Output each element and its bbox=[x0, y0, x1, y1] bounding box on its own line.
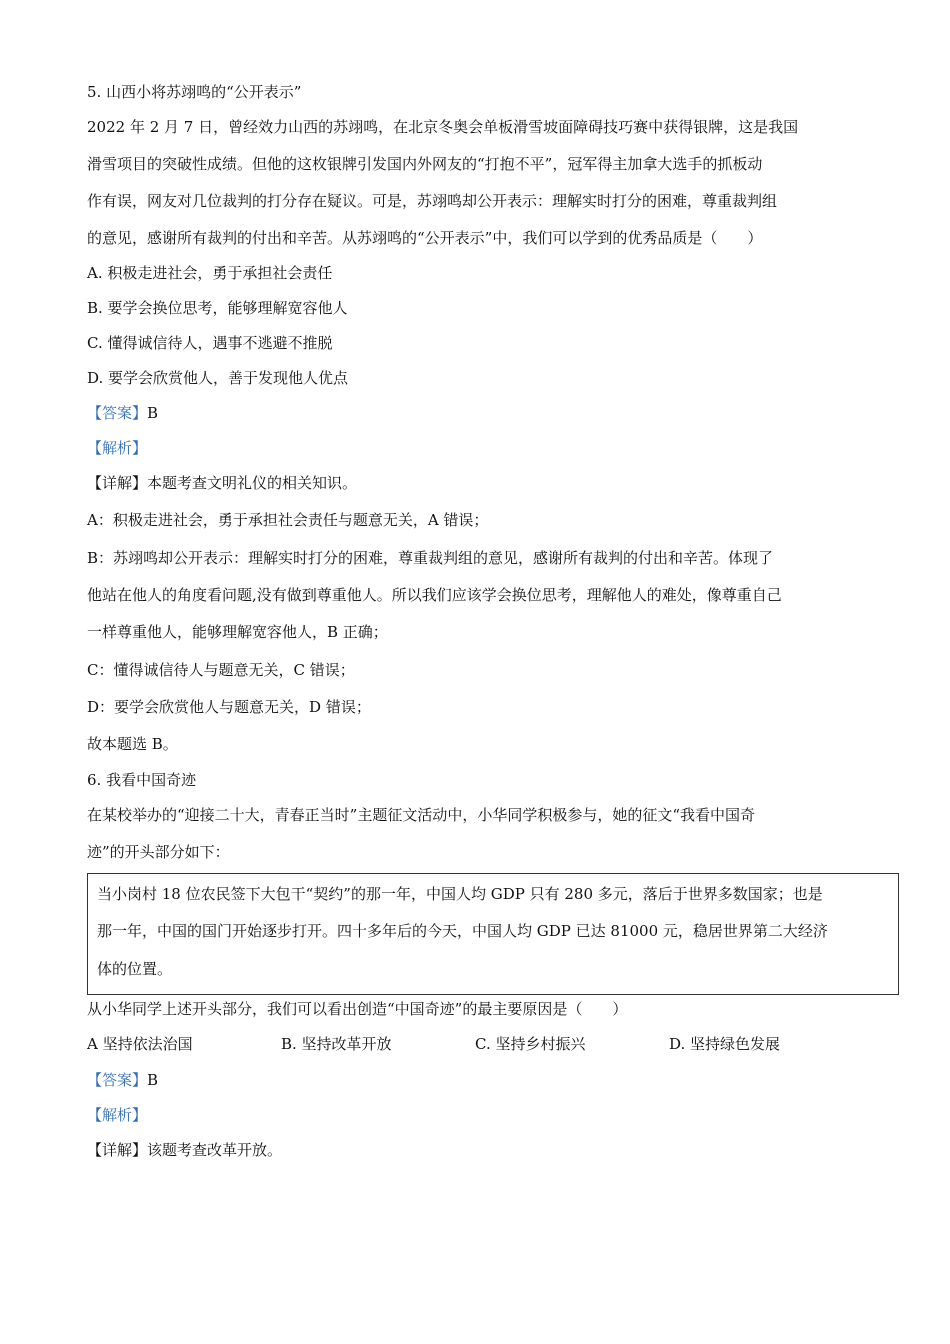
detail-tag: 【详解】 bbox=[87, 474, 148, 492]
answer-value: B bbox=[147, 1071, 159, 1089]
q5-detail bbox=[87, 473, 357, 493]
q5-stem-line: 2022 年 2 月 7 日，曾经效力山西的苏翊鸣，在北京冬奥会单板滑雪坡面障碍技巧赛中获得银牌，这是我国 bbox=[87, 118, 799, 136]
q6-option-a: A 坚持依法治国 bbox=[87, 1035, 193, 1053]
excerpt-line: 体的位置。 bbox=[97, 960, 173, 978]
q5-option-a: A. 积极走进社会，勇于承担社会责任 bbox=[87, 264, 333, 282]
analysis-tag: 【解析】 bbox=[87, 1106, 148, 1124]
answer-value: B bbox=[147, 404, 159, 422]
q6-stem-line: 迹”的开头部分如下： bbox=[87, 843, 230, 861]
q5-answer bbox=[87, 403, 158, 423]
q6-detail bbox=[87, 1140, 282, 1160]
q5-explain-line: B：苏翊鸣却公开表示：理解实时打分的困难，尊重裁判组的意见，感谢所有裁判的付出和辛苦。体现了 bbox=[87, 549, 774, 567]
q5-stem-line: 的意见，感谢所有裁判的付出和辛苦。从苏翊鸣的“公开表示”中，我们可以学到的优秀品质是（ ） bbox=[87, 229, 763, 247]
q5-option-c: C. 懂得诚信待人，遇事不逃避不推脱 bbox=[87, 334, 333, 352]
answer-tag: 【答案】 bbox=[87, 1071, 148, 1089]
excerpt-line: 当小岗村 18 位农民签下大包干“契约”的那一年，中国人均 GDP 只有 280 多元，落后于世界多数国家；也是 bbox=[97, 885, 823, 903]
excerpt-line: 那一年，中国的国门开始逐步打开。四十多年后的今天，中国人均 GDP 已达 81000 元，稳居世界第二大经济 bbox=[97, 922, 828, 940]
q5-option-d: D. 要学会欣赏他人，善于发现他人优点 bbox=[87, 369, 349, 387]
detail-text: 该题考查改革开放。 bbox=[147, 1141, 283, 1159]
q6-stem-line: 在某校举办的“迎接二十大，青春正当时”主题征文活动中，小华同学积极参与，她的征文“我看中国奇 bbox=[87, 806, 756, 824]
q5-option-b: B. 要学会换位思考，能够理解宽容他人 bbox=[87, 299, 348, 317]
q5-analysis bbox=[87, 438, 147, 458]
q6-answer bbox=[87, 1070, 158, 1090]
q6-option-b: B. 坚持改革开放 bbox=[281, 1035, 392, 1053]
q5-conclusion: 故本题选 B。 bbox=[87, 735, 178, 753]
q5-explain-line: D：要学会欣赏他人与题意无关，D 错误； bbox=[87, 698, 371, 716]
q5-explain-line: A：积极走进社会，勇于承担社会责任与题意无关，A 错误； bbox=[87, 511, 489, 529]
q6-analysis bbox=[87, 1105, 147, 1125]
detail-text: 本题考查文明礼仪的相关知识。 bbox=[147, 474, 358, 492]
q5-stem-line: 作有误，网友对几位裁判的打分存在疑议。可是，苏翊鸣却公开表示：理解实时打分的困难，尊重裁判组 bbox=[87, 192, 778, 210]
q5-explain-line: C：懂得诚信待人与题意无关，C 错误； bbox=[87, 661, 355, 679]
q5-title: 5. 山西小将苏翊鸣的“公开表示” bbox=[87, 83, 302, 101]
analysis-tag: 【解析】 bbox=[87, 439, 148, 457]
answer-tag: 【答案】 bbox=[87, 404, 148, 422]
q5-explain-line: 他站在他人的角度看问题,没有做到尊重他人。所以我们应该学会换位思考，理解他人的难处，像尊重自己 bbox=[87, 586, 782, 604]
q6-title: 6. 我看中国奇迹 bbox=[87, 771, 197, 789]
q5-stem-line: 滑雪项目的突破性成绩。但他的这枚银牌引发国内外网友的“打抱不平”，冠军得主加拿大选手的抓板动 bbox=[87, 155, 763, 173]
detail-tag: 【详解】 bbox=[87, 1141, 148, 1159]
q6-question: 从小华同学上述开头部分，我们可以看出创造“中国奇迹”的最主要原因是（ ） bbox=[87, 1000, 628, 1018]
q5-explain-line: 一样尊重他人，能够理解宽容他人，B 正确； bbox=[87, 623, 388, 641]
q6-option-d: D. 坚持绿色发展 bbox=[669, 1035, 781, 1053]
q6-option-c: C. 坚持乡村振兴 bbox=[475, 1035, 586, 1053]
q6-excerpt-box bbox=[87, 873, 899, 995]
